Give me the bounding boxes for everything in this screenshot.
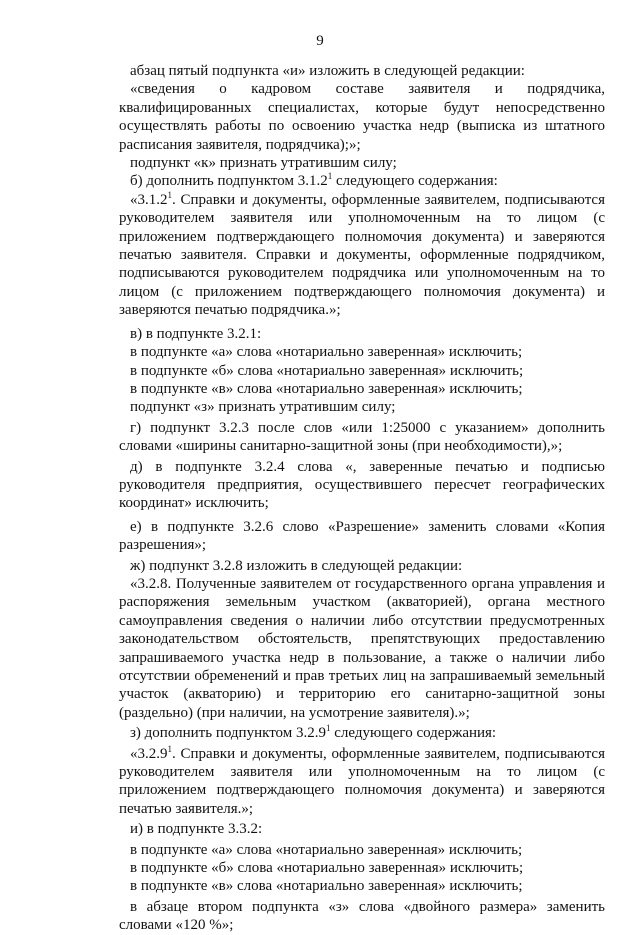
superscript: 1 xyxy=(327,171,333,182)
paragraph: абзац пятый подпункта «и» изложить в следующей редакции: xyxy=(130,63,525,79)
paragraph: в) в подпункте 3.2.1: xyxy=(130,325,262,342)
paragraph: з) дополнить подпунктом 3.2.9$^1$ следующего содержания: xyxy=(130,723,497,742)
paragraph: в абзаце втором подпункта «з» слова «двойного размера» заменить словами «120 %»; xyxy=(119,898,605,934)
paragraph: в подпункте «в» слова «нотариально заверенная» исключить; xyxy=(130,878,523,895)
superscript: 1 xyxy=(326,723,331,734)
paragraph: в подпункте «а» слова «нотариально заверенная» исключить; xyxy=(130,344,523,361)
paragraph: в подпункте «в» слова «нотариально заверенная» исключить; xyxy=(130,380,523,397)
paragraph: «сведения о кадровом составе заявителя и подрядчика, квалифицированных специалистах, которые будут непосредственно осуществлять работы по освоению участка недр (выписка из штатного расписания заявителя, подрядчика);»; xyxy=(119,81,605,153)
paragraph: «3.2.8. Полученные заявителем от государственного органа управления и распоряжения земельным участком (акваторией), органа местного самоуправления сведения о наличии либо отсутствии предусмотренных законодательством обстоятельств, препятствующих предоставлению запрашиваемого участка недр в пользование, а также о наличии либо отсутствии обременений и прав третьих лиц на запрашиваемый земельный участок (акваторию) и территорию его санитарно-защитной зоны (раздельно) (при наличии, на усмотрение заявителя).»; xyxy=(119,575,605,721)
paragraph: в подпункте «б» слова «нотариально заверенная» исключить; xyxy=(130,362,524,379)
paragraph: «3.2.9$^1$. Справки и документы, оформленные заявителем, подписываются руководителем заявителя или уполномоченным на то лицом (с приложением подтверждающего полномочия документа) и заверяются печатью заявителя.»; xyxy=(119,743,605,817)
document-body xyxy=(119,62,605,935)
paragraph: е) в подпункте 3.2.6 слово «Разрешение» заменить словами «Копия разрешения»; xyxy=(119,518,605,554)
superscript: 1 xyxy=(167,189,172,200)
paragraph: в подпункте «а» слова «нотариально заверенная» исключить; xyxy=(130,841,523,858)
paragraph: б) дополнить подпунктом 3.1.2$^1$ следующего содержания: xyxy=(130,171,498,190)
paragraph: д) в подпункте 3.2.4 слова «, заверенные печатью и подписью руководителя предприятия, осуществившего пересчет географических координат» исключить; xyxy=(119,458,605,512)
paragraph: «3.1.2$^1$. Справки и документы, оформленные заявителем, подписываются руководителем заявителя или уполномоченным на то лицом (с приложением подтверждающего полномочия документа) и заверяются печатью заявителя. Справки и документы, оформленные подрядчиком, подписываются руководителем подрядчика или уполномоченным на то лицом (с приложением подтверждающего полномочия документа) и заверяются печатью подрядчика.»; xyxy=(119,189,605,319)
paragraph: подпункт «к» признать утратившим силу; xyxy=(130,155,397,172)
paragraph: в подпункте «б» слова «нотариально заверенная» исключить; xyxy=(130,860,524,877)
paragraph: ж) подпункт 3.2.8 изложить в следующей редакции: xyxy=(130,557,463,574)
paragraph: и) в подпункте 3.3.2: xyxy=(130,821,263,838)
superscript: 1 xyxy=(167,743,172,754)
page-number: 9 xyxy=(316,33,324,49)
paragraph: подпункт «з» признать утратившим силу; xyxy=(130,399,396,416)
paragraph: г) подпункт 3.2.3 после слов «или 1:25000 с указанием» дополнить словами «ширины санитарно-защитной зоны (при необходимости),»; xyxy=(119,419,605,455)
